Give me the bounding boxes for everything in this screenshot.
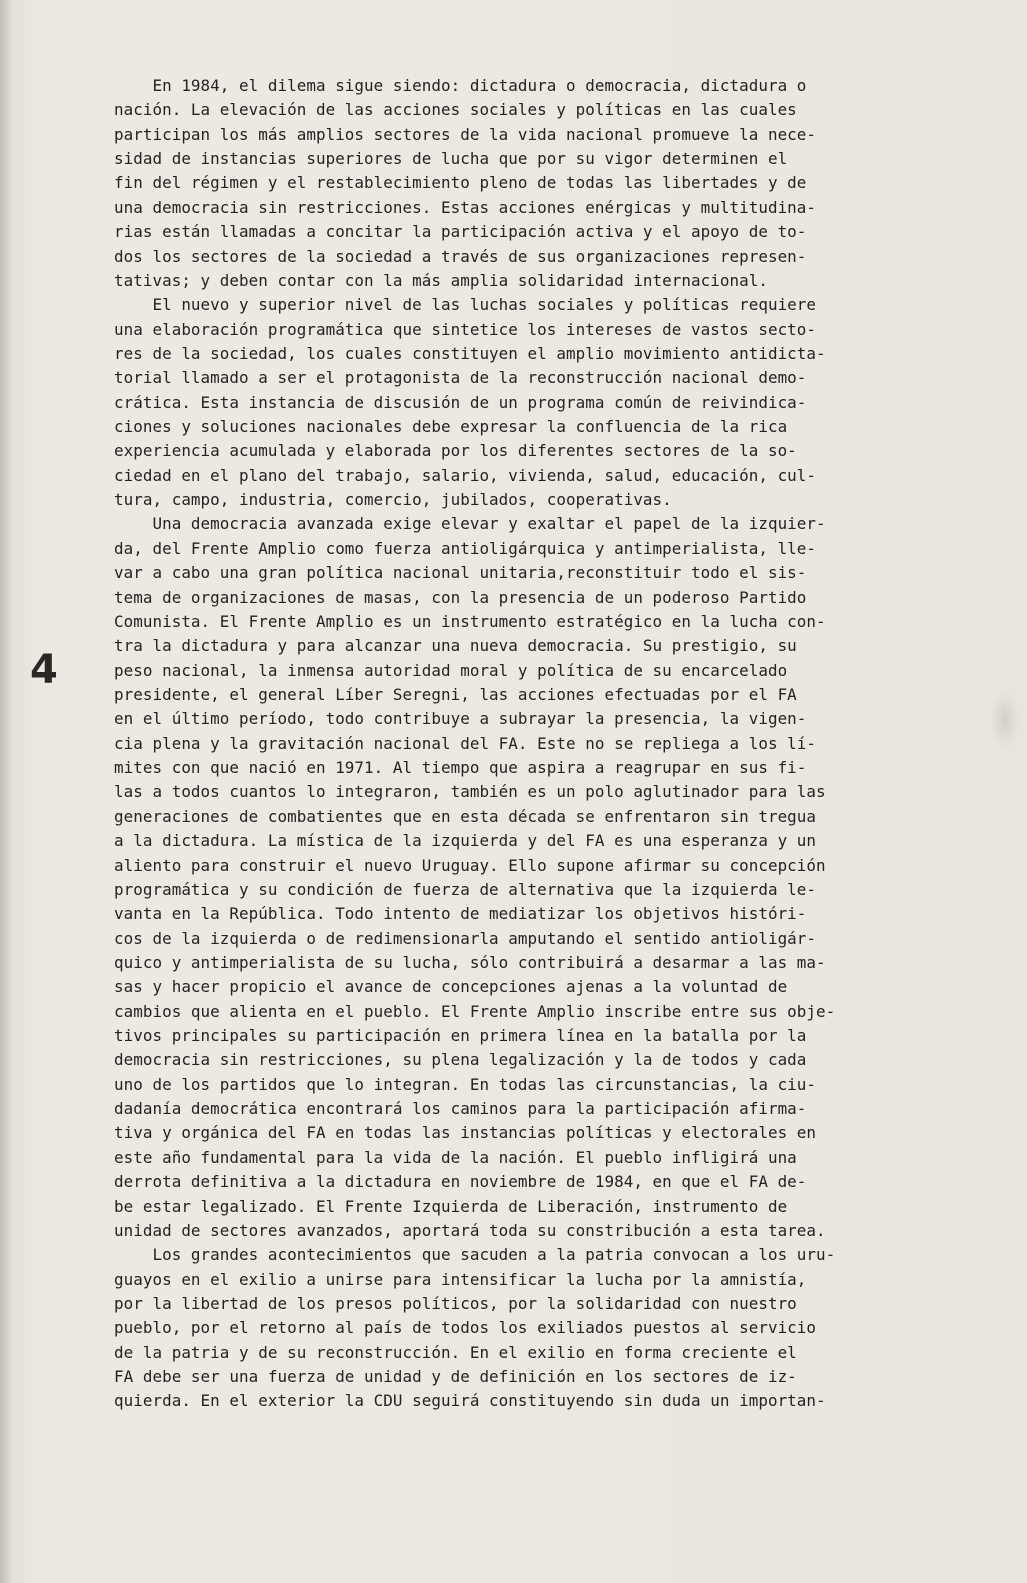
text-line: tiva y orgánica del FA en todas las instancias políticas y electorales en [114,1123,817,1143]
text-line: quierda. En el exterior la CDU seguirá constituyendo sin duda un importan- [114,1391,826,1411]
text-line: por la libertad de los presos políticos, por la solidaridad con nuestro [114,1293,797,1313]
text-line: FA debe ser una fuerza de unidad y de definición en los sectores de iz- [114,1367,797,1387]
text-line: generaciones de combatientes que en esta década se enfrentaron sin tregua [114,806,817,826]
text-line: be estar legalizado. El Frente Izquierda de Liberación, instrumento de [114,1196,788,1216]
text-line: tivos principales su participación en primera línea en la batalla por la [114,1026,807,1046]
text-line: tra la dictadura y para alcanzar una nueva democracia. Su prestigio, su [114,636,797,656]
text-line: en el último período, todo contribuye a subrayar la presencia, la vigen- [114,709,807,729]
text-line: da, del Frente Amplio como fuerza antioligárquica y antimperialista, lle- [114,538,817,558]
text-line: guayos en el exilio a unirse para intensificar la lucha por la amnistía, [114,1269,807,1289]
text-line: pueblo, por el retorno al país de todos los exiliados puestos al servicio [114,1318,817,1338]
text-line: vanta en la República. Todo intento de mediatizar los objetivos históri- [114,904,807,924]
text-line: fin del régimen y el restablecimiento pleno de todas las libertades y de [114,173,807,193]
text-line: aliento para construir el nuevo Uruguay. Ello supone afirmar su concepción [114,855,826,875]
text-line: programática y su condición de fuerza de alternativa que la izquierda le- [114,879,817,899]
text-line: una democracia sin restricciones. Estas acciones enérgicas y multitudina- [114,197,817,217]
text-line: torial llamado a ser el protagonista de la reconstrucción nacional demo- [114,368,807,388]
text-line: cia plena y la gravitación nacional del FA. Este no se repliega a los lí- [114,733,817,753]
text-line [114,1414,1004,1438]
text-line: tativas; y deben contar con la más amplia solidaridad internacional. [114,270,768,290]
text-line: tema de organizaciones de masas, con la presencia de un poderoso Partido [114,587,807,607]
text-line: var a cabo una gran política nacional unitaria,reconstituir todo el sis- [114,563,807,583]
body-text [114,74,1004,1438]
text-line: En 1984, el dilema sigue siendo: dictadura o democracia, dictadura o [114,76,807,95]
text-line: tura, campo, industria, comercio, jubilados, cooperativas. [114,490,672,510]
text-line: derrota definitiva a la dictadura en noviembre de 1984, en que el FA de- [114,1172,807,1192]
text-line: crática. Esta instancia de discusión de un programa común de reivindica- [114,392,807,412]
text-line: ciones y soluciones nacionales debe expresar la confluencia de la rica [114,417,788,437]
text-line: cambios que alienta en el pueblo. El Frente Amplio inscribe entre sus obje- [114,1001,836,1021]
text-line: las a todos cuantos lo integraron, también es un polo aglutinador para las [114,782,826,802]
text-line: sas y hacer propicio el avance de concepciones ajenas a la voluntad de [114,977,788,997]
text-line: de la patria y de su reconstrucción. En el exilio en forma creciente el [114,1342,797,1362]
text-line: rias están llamadas a concitar la participación activa y el apoyo de to- [114,222,807,242]
text-line: democracia sin restricciones, su plena legalización y la de todos y cada [114,1050,807,1070]
text-line: peso nacional, la inmensa autoridad moral y política de su encarcelado [114,660,788,680]
binding-edge [0,0,10,1583]
text-line: dadanía democrática encontrará los caminos para la participación afirma- [114,1099,807,1119]
text-line: Una democracia avanzada exige elevar y exaltar el papel de la izquier- [114,514,826,534]
text-line: ciedad en el plano del trabajo, salario, vivienda, salud, educación, cul- [114,465,817,485]
text-line: nación. La elevación de las acciones sociales y políticas en las cuales [114,100,797,120]
text-line: experiencia acumulada y elaborada por los diferentes sectores de la so- [114,441,797,461]
text-line: mites con que nació en 1971. Al tiempo que aspira a reagrupar en sus fi- [114,758,807,778]
text-line: cos de la izquierda o de redimensionarla amputando el sentido antioligár- [114,928,817,948]
text-line: sidad de instancias superiores de lucha que por su vigor determinen el [114,149,788,169]
page-number: 4 [30,647,58,693]
text-line: este año fundamental para la vida de la nación. El pueblo infligirá una [114,1147,797,1167]
text-line: Comunista. El Frente Amplio es un instrumento estratégico en la lucha con- [114,611,826,631]
text-line: una elaboración programática que sintetice los intereses de vastos secto- [114,319,817,339]
text-line: El nuevo y superior nivel de las luchas sociales y políticas requiere [114,295,817,315]
text-line: uno de los partidos que lo integran. En todas las circunstancias, la ciu- [114,1074,817,1094]
text-line: presidente, el general Líber Seregni, las acciones efectuadas por el FA [114,684,797,704]
text-line: res de la sociedad, los cuales constituyen el amplio movimiento antidicta- [114,343,826,363]
text-line: participan los más amplios sectores de la vida nacional promueve la nece- [114,124,817,144]
text-line: unidad de sectores avanzados, aportará toda su constribución a esta tarea. [114,1220,826,1240]
text-line: quico y antimperialista de su lucha, sólo contribuirá a desarmar a las ma- [114,952,826,972]
text-line: a la dictadura. La mística de la izquierda y del FA es una esperanza y un [114,831,817,851]
text-line: Los grandes acontecimientos que sacuden a la patria convocan a los uru- [114,1245,836,1265]
text-line: dos los sectores de la sociedad a través de sus organizaciones represen- [114,246,807,266]
